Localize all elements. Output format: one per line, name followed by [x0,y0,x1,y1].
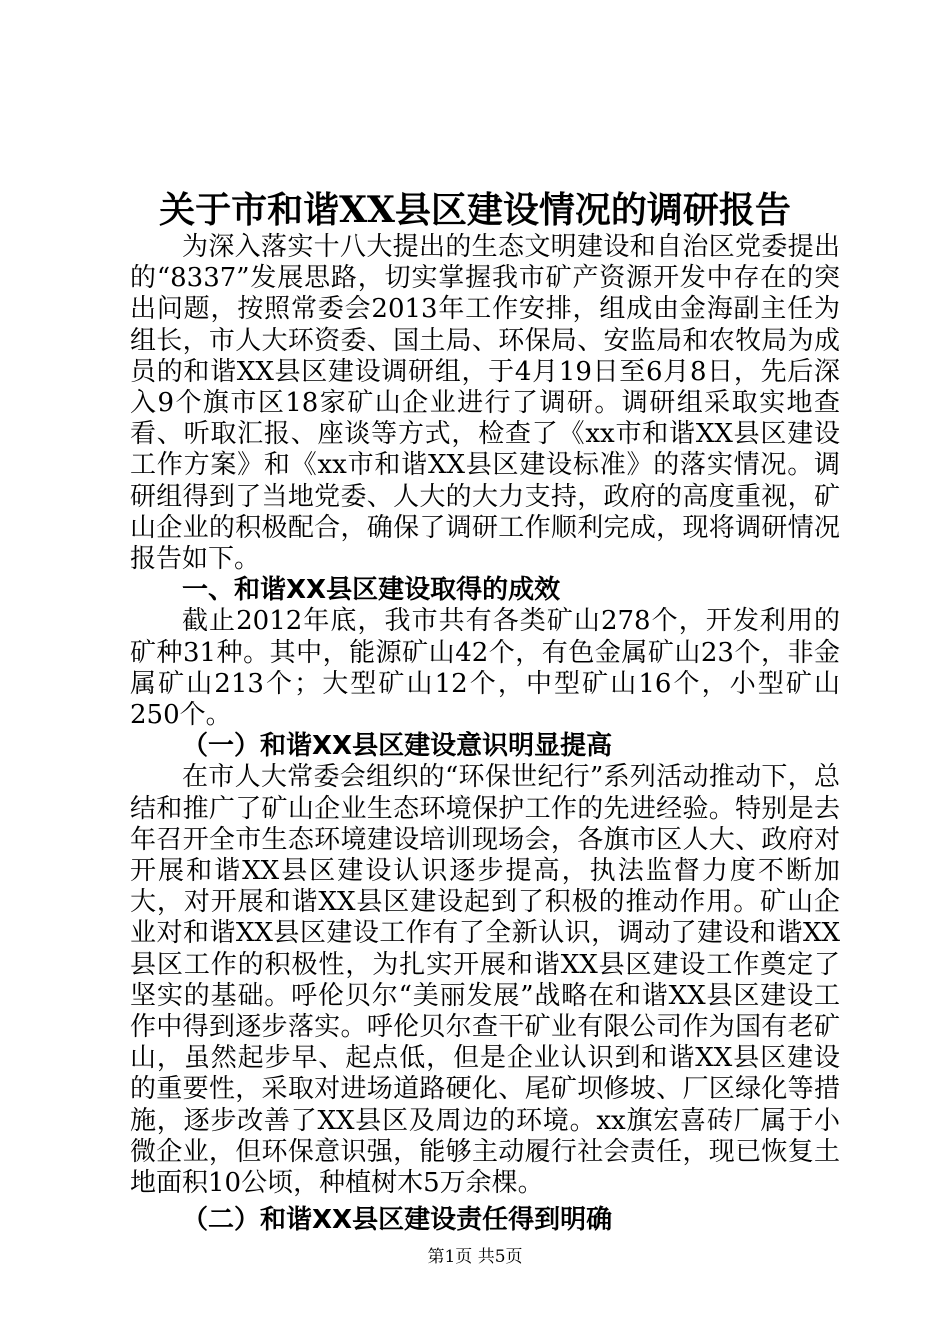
intro-paragraph: 为深入落实十八大提出的生态文明建设和自治区党委提出的“8337”发展思路，切实掌握我市矿产资源开发中存在的突出问题，按照常委会2013年工作安排，组成由金海副主任为组长，市人大环资委、国土局、环保局、安监局和农牧局为成员的和谐XX县区建设调研组，于4月19日至6月8日，先后深入9个旗市区18家矿山企业进行了调研。调研组采取实地查看、听取汇报、座谈等方式，检查了《xx市和谐XX县区建设工作方案》和《xx市和谐XX县区建设标准》的落实情况。调研组得到了当地党委、人大的大力支持，政府的高度重视，矿山企业的积极配合，确保了调研工作顺利完成，现将调研情况报告如下。 [130,232,840,575]
section-heading: 一、和谐XX县区建设取得的成效 [182,575,561,606]
subsection-paragraph: 在市人大常委会组织的“环保世纪行”系列活动推动下，总结和推广了矿山企业生态环境保护工作的先进经验。特别是去年召开全市生态环境建设培训现场会，各旗市区人大、政府对开展和谐XX县区建设认识逐步提高，执法监督力度不断加大，对开展和谐XX县区建设起到了积极的推动作用。矿山企业对和谐XX县区建设工作有了全新认识，调动了建设和谐XX县区工作的积极性，为扎实开展和谐XX县区建设工作奠定了坚实的基础。呼伦贝尔“美丽发展”战略在和谐XX县区建设工作中得到逐步落实。呼伦贝尔查干矿业有限公司作为国有老矿山，虽然起步早、起点低，但是企业认识到和谐XX县区建设的重要性，采取对进场道路硬化、尾矿坝修坡、厂区绿化等措施，逐步改善了XX县区及周边的环境。xx旗宏喜砖厂属于小微企业，但环保意识强，能够主动履行社会责任，现已恢复土地面积10公顷，种植树木5万余棵。 [130,762,840,1199]
document-title: 关于市和谐XX县区建设情况的调研报告 [159,189,791,231]
page-footer: 第1页 共5页 [427,1247,523,1267]
section-paragraph: 截止2012年底，我市共有各类矿山278个，开发利用的矿种31种。其中，能源矿山42个，有色金属矿山23个，非金属矿山213个；大型矿山12个，中型矿山16个，小型矿山250个。 [130,606,840,731]
subsection-heading: （二）和谐XX县区建设责任得到明确 [182,1205,613,1236]
document-body [130,232,840,1237]
subsection-heading: （一）和谐XX县区建设意识明显提高 [182,731,613,762]
